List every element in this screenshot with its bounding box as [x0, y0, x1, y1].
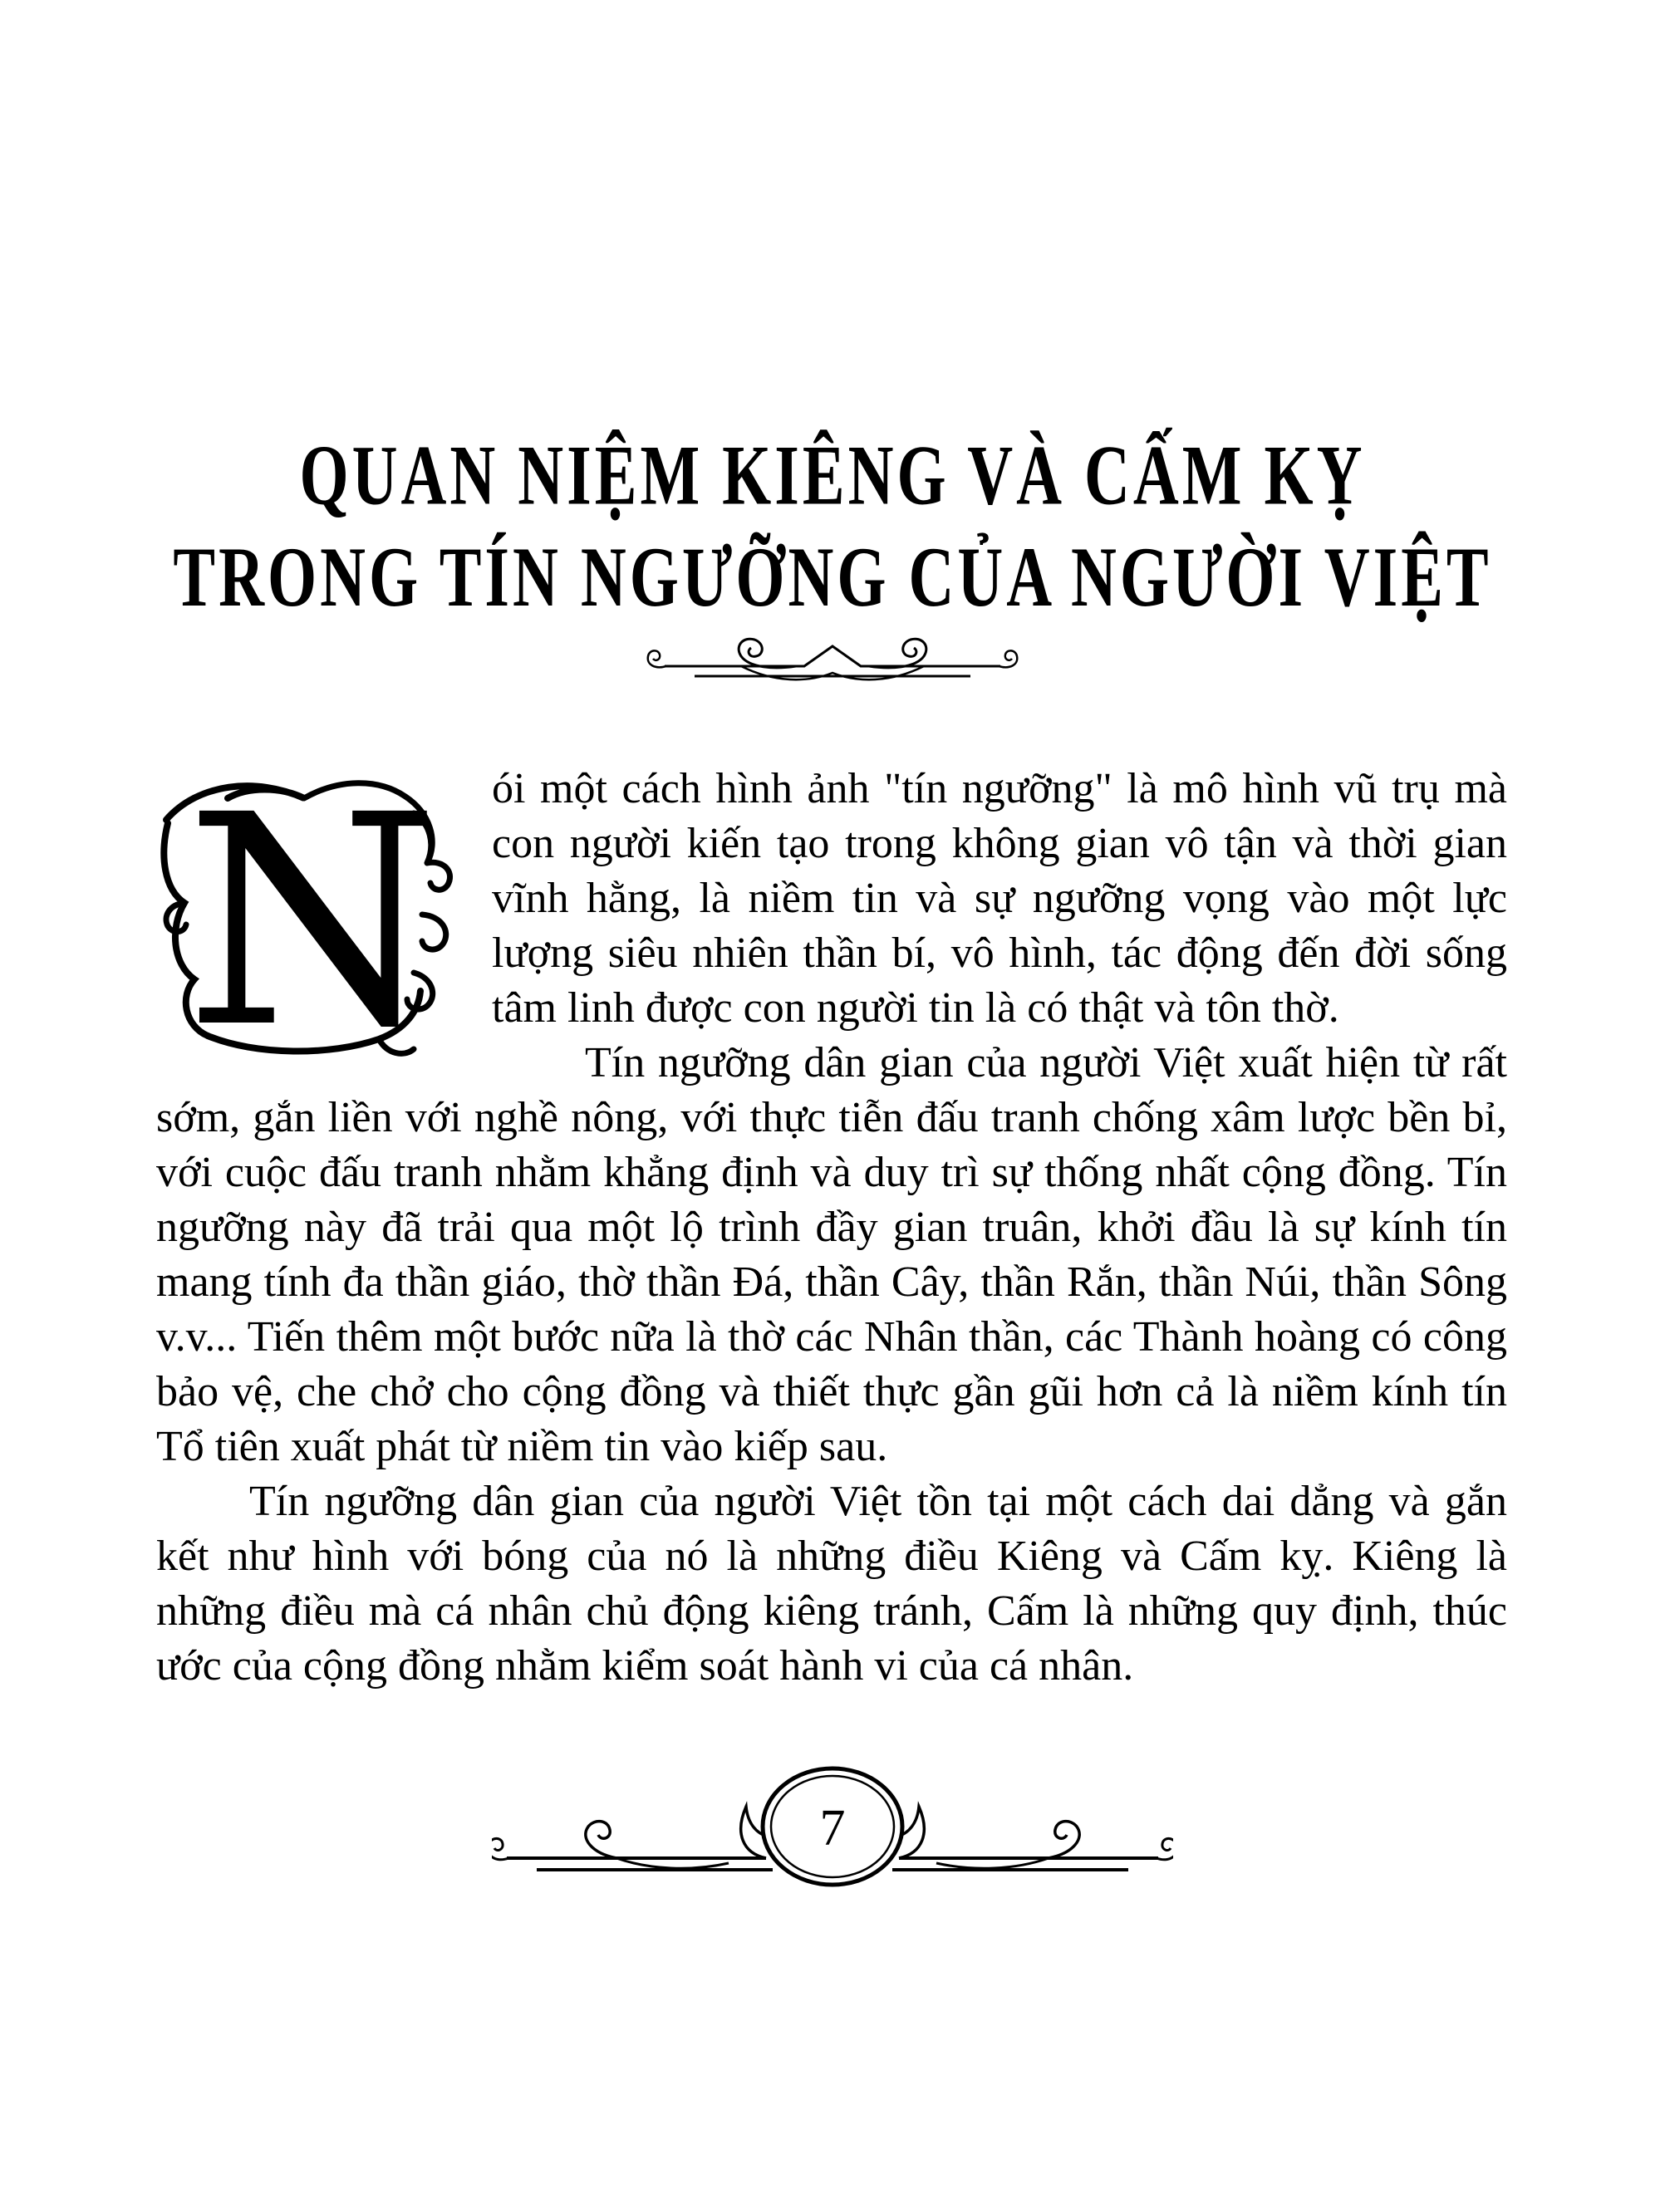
page-number: 7	[819, 1800, 846, 1856]
footer-flourish-ornament-icon	[492, 1753, 1173, 1924]
page-footer	[0, 1753, 1665, 1928]
chapter-title-line-1: QUAN NIỆM KIÊNG VÀ CẤM KỴ	[299, 429, 1366, 523]
paragraph: Tín ngưỡng dân gian của người Việt tồn tại một cách dai dẳng và gắn kết như hình với bóng của nó là những điều Kiêng và Cấm kỵ. Kiêng là những điều mà cá nhân chủ động kiêng tránh, Cấm là những quy định, thúc ước của cộng đồng nhằm kiểm soát hành vi của cá nhân.	[156, 1478, 1507, 1690]
ornate-initial-icon	[156, 765, 472, 1057]
paragraph-with-dropcap	[156, 762, 1507, 1057]
paragraph: Tín ngưỡng dân gian của người Việt xuất hiện từ rất sớm, gắn liền với nghề nông, với thực tiễn đấu tranh chống xâm lược bền bỉ, với cuộc đấu tranh nhằm khẳng định và duy trì sự thống nhất cộng đồng. Tín ngưỡng này đã trải qua một lộ trình đầy gian truân, khởi đầu là sự kính tín mang tính đa thần giáo, thờ thần Đá, thần Cây, thần Rắn, thần Núi, thần Sông v.v... Tiến thêm một bước nữa là thờ các Nhân thần, các Thành hoàng có công bảo vệ, che chở cho cộng đồng và thiết thực gần gũi hơn cả là niềm kính tín Tổ tiên xuất phát từ niềm tin vào kiếp sau.	[156, 1039, 1507, 1470]
paragraph-text: ói một cách hình ảnh "tín ngưỡng" là mô hình vũ trụ mà con người kiến tạo trong không gian vô tận và thời gian vĩnh hằng, là niềm tin và sự ngưỡng vọng vào một lực lượng siêu nhiên thần bí, vô hình, tác động đến đời sống tâm linh được con người tin là có thật và tôn thờ.	[492, 765, 1507, 1032]
drop-cap-letter: N	[184, 765, 440, 1057]
chapter-title	[0, 0, 1665, 628]
page-body	[156, 762, 1507, 1694]
drop-cap	[156, 765, 472, 1057]
chapter-title-line-2: TRONG TÍN NGƯỠNG CỦA NGƯỜI VIỆT	[173, 530, 1492, 625]
